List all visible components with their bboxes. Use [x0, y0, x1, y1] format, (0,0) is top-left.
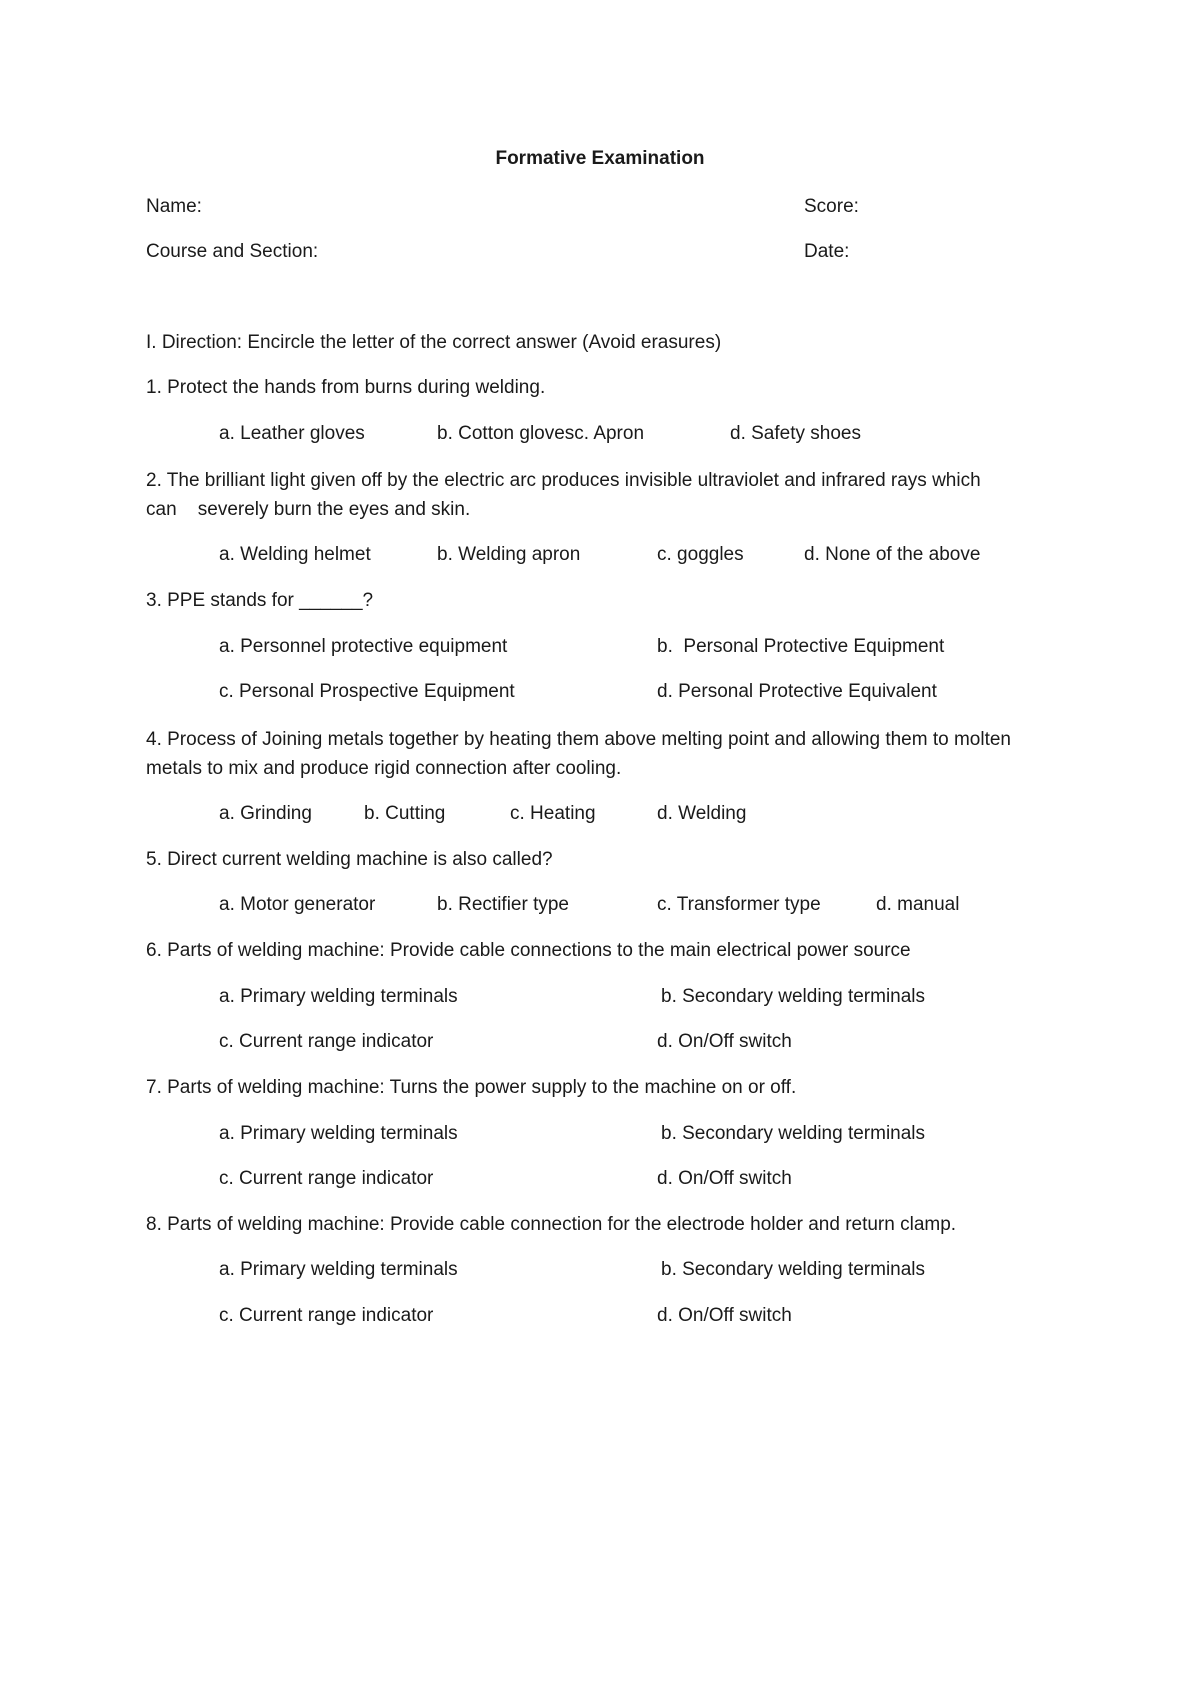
score-label: Score: [804, 196, 859, 217]
q1-option-b-c: b. Cotton glovesc. Apron [437, 423, 645, 444]
q2-option-b: b. Welding apron [437, 544, 581, 565]
q8-option-a: a. Primary welding terminals [219, 1259, 458, 1280]
question-3: 3. PPE stands for ______? [146, 590, 374, 611]
course-section-label: Course and Section: [146, 241, 319, 262]
q4-option-b: b. Cutting [364, 803, 446, 824]
q8-option-d: d. On/Off switch [657, 1305, 792, 1326]
q7-option-c: c. Current range indicator [219, 1168, 434, 1189]
question-2: 2. The brilliant light given off by the electric arc produces invisible ultraviolet and infrared rays which can severely burn the eyes and skin. [146, 470, 981, 520]
q4-option-d: d. Welding [657, 803, 747, 824]
q4-option-c: c. Heating [510, 803, 596, 824]
q7-option-a: a. Primary welding terminals [219, 1123, 458, 1144]
q2-option-a: a. Welding helmet [219, 544, 371, 565]
q3-option-b: b. Personal Protective Equipment [657, 636, 945, 657]
q3-option-a: a. Personnel protective equipment [219, 636, 508, 657]
name-label: Name: [146, 196, 202, 217]
q1-option-a: a. Leather gloves [219, 423, 365, 444]
q3-option-c: c. Personal Prospective Equipment [219, 681, 515, 702]
q7-option-d: d. On/Off switch [657, 1168, 792, 1189]
q2-option-d: d. None of the above [804, 544, 981, 565]
q5-option-a: a. Motor generator [219, 894, 376, 915]
q6-option-b: b. Secondary welding terminals [661, 986, 926, 1007]
q7-option-b: b. Secondary welding terminals [661, 1123, 926, 1144]
date-label: Date: [804, 241, 850, 262]
question-7: 7. Parts of welding machine: Turns the power supply to the machine on or off. [146, 1077, 797, 1098]
question-4: 4. Process of Joining metals together by heating them above melting point and allowing them to molten metals to mix and produce rigid connection after cooling. [146, 729, 1012, 779]
q6-option-a: a. Primary welding terminals [219, 986, 458, 1007]
q5-option-c: c. Transformer type [657, 894, 821, 915]
q6-option-c: c. Current range indicator [219, 1031, 434, 1052]
q4-option-a: a. Grinding [219, 803, 312, 824]
q6-option-d: d. On/Off switch [657, 1031, 792, 1052]
question-8: 8. Parts of welding machine: Provide cable connection for the electrode holder and return clamp. [146, 1214, 957, 1235]
page-title: Formative Examination [495, 148, 705, 169]
q5-option-b: b. Rectifier type [437, 894, 569, 915]
direction-text: I. Direction: Encircle the letter of the correct answer (Avoid erasures) [146, 332, 722, 353]
q2-option-c: c. goggles [657, 544, 744, 565]
q8-option-c: c. Current range indicator [219, 1305, 434, 1326]
question-5: 5. Direct current welding machine is also called? [146, 849, 553, 870]
q8-option-b: b. Secondary welding terminals [661, 1259, 926, 1280]
q1-option-d: d. Safety shoes [730, 423, 861, 444]
question-1: 1. Protect the hands from burns during welding. [146, 377, 546, 398]
q3-option-d: d. Personal Protective Equivalent [657, 681, 937, 702]
question-6: 6. Parts of welding machine: Provide cable connections to the main electrical power source [146, 940, 911, 961]
q5-option-d: d. manual [876, 894, 960, 915]
